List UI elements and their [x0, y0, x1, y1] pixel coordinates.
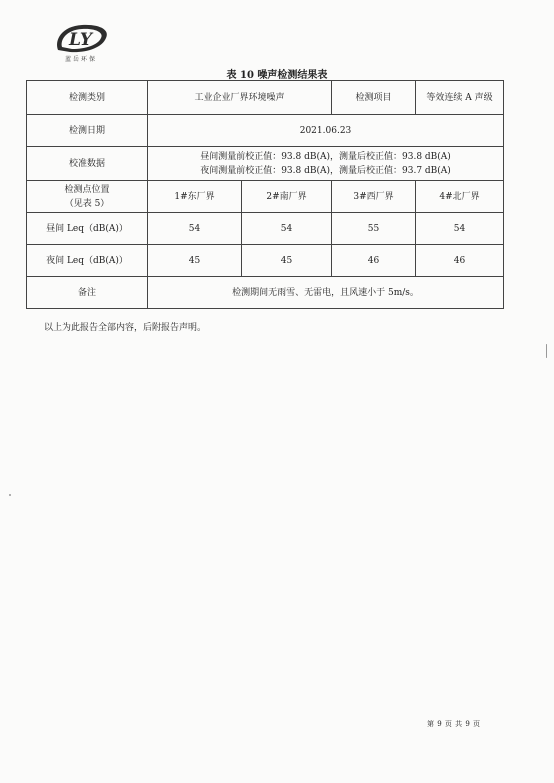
- night-value: 45: [148, 245, 242, 277]
- type-value: 工业企业厂界环境噪声: [148, 81, 332, 115]
- type-label: 检测类别: [27, 81, 148, 115]
- table-row: [27, 147, 504, 181]
- calib-label: 校准数据: [27, 147, 148, 181]
- item-value: 等效连续 A 声级: [416, 81, 504, 115]
- table-row: [27, 277, 504, 309]
- day-label: 昼间 Leq（dB(A)）: [27, 213, 148, 245]
- noise-results-table: [26, 80, 504, 309]
- logo-company-name: 蓝岳环保: [64, 56, 97, 63]
- item-label: 检测项目: [332, 81, 416, 115]
- svg-text:LY: LY: [69, 30, 93, 50]
- day-value: 54: [148, 213, 242, 245]
- table-row: [27, 245, 504, 277]
- night-value: 45: [242, 245, 332, 277]
- point-1: 1#东厂界: [148, 181, 242, 213]
- date-value: 2021.06.23: [148, 115, 504, 147]
- table-title: 表 10 噪声检测结果表: [226, 70, 328, 81]
- point-2: 2#南厂界: [242, 181, 332, 213]
- scan-speck: [9, 494, 11, 496]
- night-value: 46: [332, 245, 416, 277]
- remark-value: 检测期间无雨雪、无雷电，且风速小于 5m/s。: [148, 277, 504, 309]
- calib-values: [148, 147, 504, 181]
- table-row: [27, 81, 504, 115]
- point-3: 3#西厂界: [332, 181, 416, 213]
- table-row: [27, 115, 504, 147]
- calib-day: 昼间测量前校正值：93.8 dB(A)，测量后校正值：93.8 dB(A): [200, 151, 451, 162]
- date-label: 检测日期: [27, 115, 148, 147]
- location-label: 检测点位置 （见表 5）: [27, 181, 148, 213]
- night-value: 46: [416, 245, 504, 277]
- scan-edge-mark: [546, 344, 547, 358]
- night-label: 夜间 Leq（dB(A)）: [27, 245, 148, 277]
- report-conclusion: 以上为此报告全部内容，后附报告声明。: [44, 323, 207, 333]
- day-value: 54: [242, 213, 332, 245]
- day-value: 55: [332, 213, 416, 245]
- table-row: [27, 181, 504, 213]
- calib-night: 夜间测量前校正值：93.8 dB(A)，测量后校正值：93.7 dB(A): [200, 165, 451, 176]
- remark-label: 备注: [27, 277, 148, 309]
- table-row: [27, 213, 504, 245]
- point-4: 4#北厂界: [416, 181, 504, 213]
- logo-mark-icon: [52, 20, 110, 56]
- page-number: 第 9 页 共 9 页: [427, 720, 481, 728]
- day-value: 54: [416, 213, 504, 245]
